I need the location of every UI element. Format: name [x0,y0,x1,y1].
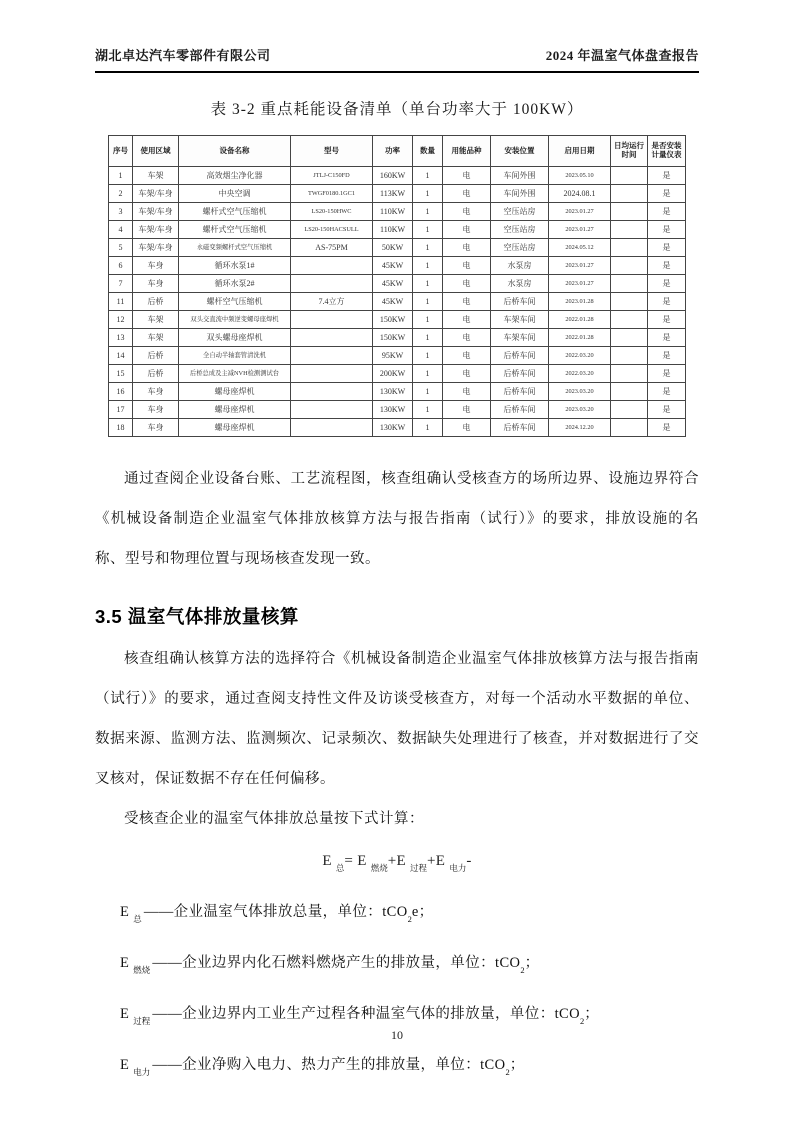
table-row [109,275,686,293]
table-cell: LS20-150HWC [291,203,373,221]
table-cell [611,383,648,401]
table-cell: 是 [648,383,686,401]
table-row [109,239,686,257]
table-cell: 7 [109,275,133,293]
table-cell [611,329,648,347]
table-cell: 是 [648,221,686,239]
table-cell: 车架/车身 [133,221,179,239]
table-cell: 电 [443,185,491,203]
table-cell [611,311,648,329]
table-cell: 车身 [133,275,179,293]
table-cell: 150KW [373,329,413,347]
table-cell: 2023.03.20 [549,383,611,401]
table-header-cell: 安装位置 [491,136,549,167]
table-row [109,257,686,275]
table-cell [291,329,373,347]
definition-line: E $_{燃烧}$ ——企业边界内化石燃料燃烧产生的排放量，单位：tCO$_2$； [120,954,540,975]
table-cell: JTLJ-C150FD [291,167,373,185]
table-cell: 7.4立方 [291,293,373,311]
table-row [109,311,686,329]
table-cell: 12 [109,311,133,329]
table-cell: 6 [109,257,133,275]
table-cell: 1 [413,167,443,185]
table-header-cell: 型号 [291,136,373,167]
table-cell: 循环水泵1# [179,257,291,275]
table-cell: 95KW [373,347,413,365]
paragraph-method-confirmation: 核查组确认核算方法的选择符合《机械设备制造企业温室气体排放核算方法与报告指南（试行）》的要求，通过查阅支持性文件及访谈受核查方，对每一个活动水平数据的单位、数据来源、监测方法、监测频次、记录频次、数据缺失处理进行了核查，并对数据进行了交叉核对，保证数据不存在任何偏移。 [95,651,699,787]
table-cell: 高效烟尘净化器 [179,167,291,185]
table-cell: 1 [413,203,443,221]
table-cell [611,221,648,239]
table-cell: 后桥车间 [491,419,549,437]
table-cell: 15 [109,365,133,383]
table-cell: 150KW [373,311,413,329]
table-cell: 5 [109,239,133,257]
table-cell: 是 [648,239,686,257]
table-cell: 电 [443,293,491,311]
table-cell: 电 [443,365,491,383]
header-company-name: 湖北卓达汽车零部件有限公司 [95,48,271,63]
table-cell: 空压站房 [491,203,549,221]
table-cell: 中央空调 [179,185,291,203]
table-cell: 2023.01.27 [549,221,611,239]
table-cell: 螺杆空气压缩机 [179,293,291,311]
table-cell: 电 [443,329,491,347]
definition-line: E $_总$ ——企业温室气体排放总量，单位：tCO$_2$e； [120,904,434,924]
table-cell: 110KW [373,221,413,239]
table-cell: 双头螺母座焊机 [179,329,291,347]
table-cell: 2023.01.28 [549,293,611,311]
table-cell: 后桥车间 [491,401,549,419]
table-cell: 1 [413,293,443,311]
table-row [109,221,686,239]
table-cell: 11 [109,293,133,311]
table-cell: 电 [443,203,491,221]
table-cell: 1 [413,239,443,257]
table-cell: 是 [648,185,686,203]
table-cell: 车架 [133,167,179,185]
table-header-row [109,136,686,167]
running-header [95,45,699,73]
formula-term: = E $_{燃烧}$ [344,853,388,873]
table-cell: 电 [443,239,491,257]
equipment-table [108,135,686,437]
table-cell [611,365,648,383]
table-cell: 45KW [373,257,413,275]
table-cell: 是 [648,257,686,275]
table-cell: 1 [413,275,443,293]
table-cell: 车架车间 [491,311,549,329]
table-cell [611,293,648,311]
table-cell [611,257,648,275]
table-cell: 130KW [373,401,413,419]
table-cell [291,419,373,437]
table-cell: 水泵房 [491,275,549,293]
table-cell [291,257,373,275]
table-cell: 1 [413,383,443,401]
table-cell: 电 [443,419,491,437]
table-row [109,329,686,347]
formula-term: E $_总$ [322,853,345,873]
table-cell: 车架/车身 [133,239,179,257]
table-cell: 螺母座焊机 [179,401,291,419]
table-cell: 是 [648,275,686,293]
table-cell: 循环水泵2# [179,275,291,293]
table-cell: 110KW [373,203,413,221]
table-cell [611,167,648,185]
table-cell: 16 [109,383,133,401]
table-cell: 130KW [373,383,413,401]
table-cell: 2022.01.28 [549,311,611,329]
table-cell: 160KW [373,167,413,185]
table-cell: 车身 [133,257,179,275]
table-header-cell: 数量 [413,136,443,167]
table-cell [611,239,648,257]
table-cell: 1 [413,347,443,365]
table-cell: 电 [443,401,491,419]
table-row [109,185,686,203]
table-cell: 螺杆式空气压缩机 [179,203,291,221]
table-header-cell: 是否安装计量仪表 [648,136,686,167]
table-cell: 螺杆式空气压缩机 [179,221,291,239]
table-cell: 50KW [373,239,413,257]
formula-intro-line: 受核查企业的温室气体排放总量按下式计算： [124,811,424,827]
definition-line: E $_{电力}$ ——企业净购入电力、热力产生的排放量，单位：tCO$_2$； [120,1056,525,1077]
table-cell: 全自动半轴套管清洗机 [179,347,291,365]
formula-term: +E $_{电力}$ [427,853,467,873]
table-header-cell: 设备名称 [179,136,291,167]
table-cell: 2023.01.27 [549,203,611,221]
table-cell: 后桥 [133,347,179,365]
table-cell: 车架车间 [491,329,549,347]
table-cell: 2022.03.20 [549,347,611,365]
table-cell: 2 [109,185,133,203]
table-cell: 3 [109,203,133,221]
table-cell: 是 [648,167,686,185]
formula-definitions [95,900,699,1076]
definition-line: E $_{过程}$ ——企业边界内工业生产过程各种温室气体的排放量，单位：tCO$_2$； [120,1005,600,1026]
table-cell: 车间外围 [491,167,549,185]
table-cell [611,419,648,437]
table-cell: 螺母座焊机 [179,419,291,437]
table-cell [291,401,373,419]
table-cell: 电 [443,311,491,329]
table-cell: LS20-150HACSULL [291,221,373,239]
table-cell: 电 [443,221,491,239]
table-row [109,167,686,185]
table-cell: 车身 [133,401,179,419]
table-cell: 电 [443,275,491,293]
table-caption: 表 3-2 重点耗能设备清单（单台功率大于 100KW） [210,101,584,118]
table-row [109,203,686,221]
paragraph-boundary-confirmation: 通过查阅企业设备台账、工艺流程图，核查组确认受核查方的场所边界、设施边界符合《机械设备制造企业温室气体排放核算方法与报告指南（试行）》的要求，排放设施的名称、型号和物理位置与现场核查发现一致。 [95,471,699,567]
table-header-cell: 序号 [109,136,133,167]
table-cell: 车架/车身 [133,185,179,203]
table-cell: 螺母座焊机 [179,383,291,401]
table-row [109,365,686,383]
table-header-cell: 启用日期 [549,136,611,167]
table-cell: 1 [413,221,443,239]
table-header-cell: 功率 [373,136,413,167]
table-cell: 2023.05.10 [549,167,611,185]
page-number: 10 [391,1028,403,1042]
table-cell: 4 [109,221,133,239]
table-cell: 车架 [133,329,179,347]
table-cell: 电 [443,347,491,365]
table-cell: 永磁变频螺杆式空气压缩机 [179,239,291,257]
table-cell: 空压站房 [491,221,549,239]
table-cell: 是 [648,311,686,329]
table-cell [291,347,373,365]
table-cell: 1 [413,185,443,203]
emission-formula: E $_总$= E $_{燃烧}$+E $_{过程}$+E $_{电力}$- [322,853,472,873]
table-header-cell: 使用区域 [133,136,179,167]
table-cell: 后桥车间 [491,347,549,365]
table-cell [611,347,648,365]
table-cell: 130KW [373,419,413,437]
table-cell: 后桥总成及主减NVH检测测试台 [179,365,291,383]
table-cell: 后桥 [133,365,179,383]
table-cell [291,311,373,329]
table-cell: 2024.08.1 [549,185,611,203]
table-cell: 电 [443,383,491,401]
table-cell: 200KW [373,365,413,383]
table-row [109,347,686,365]
table-cell: 车间外围 [491,185,549,203]
table-cell: 是 [648,293,686,311]
table-cell: 113KW [373,185,413,203]
table-row [109,419,686,437]
table-cell: 双头交直流中频逆变螺母座焊机 [179,311,291,329]
table-cell: 电 [443,257,491,275]
header-report-title: 2024 年温室气体盘查报告 [545,48,699,63]
table-cell [291,383,373,401]
table-cell: AS-75PM [291,239,373,257]
table-cell: 45KW [373,293,413,311]
table-cell: 是 [648,329,686,347]
table-cell: 1 [413,329,443,347]
table-header-cell: 日均运行时间 [611,136,648,167]
table-cell: 电 [443,167,491,185]
table-cell: 后桥 [133,293,179,311]
table-cell [611,203,648,221]
table-row [109,383,686,401]
table-cell: TWGF0180.1GC1 [291,185,373,203]
table-cell: 14 [109,347,133,365]
table-cell: 后桥车间 [491,293,549,311]
table-cell [291,365,373,383]
formula-term: +E $_{过程}$ [387,853,428,873]
table-cell: 车身 [133,419,179,437]
table-cell [611,275,648,293]
table-cell: 2023.01.27 [549,257,611,275]
table-cell: 空压站房 [491,239,549,257]
table-cell: 2024.12.20 [549,419,611,437]
table-header-cell: 用能品种 [443,136,491,167]
table-cell: 是 [648,347,686,365]
table-cell: 车架/车身 [133,203,179,221]
page-content [95,0,699,1076]
table-cell: 水泵房 [491,257,549,275]
section-heading-3-5: 3.5 温室气体排放量核算 [95,606,299,627]
table-cell: 是 [648,401,686,419]
table-cell: 后桥车间 [491,365,549,383]
table-cell: 2024.05.12 [549,239,611,257]
table-cell: 1 [413,401,443,419]
table-cell [291,275,373,293]
table-cell: 2023.01.27 [549,275,611,293]
table-cell: 是 [648,365,686,383]
table-cell [611,401,648,419]
table-cell: 是 [648,419,686,437]
table-row [109,293,686,311]
table-cell: 2023.03.20 [549,401,611,419]
table-cell: 车身 [133,383,179,401]
table-cell: 是 [648,203,686,221]
table-cell: 45KW [373,275,413,293]
table-cell: 1 [413,419,443,437]
table-cell: 2022.01.28 [549,329,611,347]
table-cell: 1 [109,167,133,185]
table-row [109,401,686,419]
table-cell: 1 [413,257,443,275]
table-cell: 2022.03.20 [549,365,611,383]
table-cell: 后桥车间 [491,383,549,401]
table-cell: 18 [109,419,133,437]
table-cell: 1 [413,311,443,329]
table-cell: 13 [109,329,133,347]
table-cell: 17 [109,401,133,419]
table-cell: 1 [413,365,443,383]
table-cell [611,185,648,203]
table-cell: 车架 [133,311,179,329]
